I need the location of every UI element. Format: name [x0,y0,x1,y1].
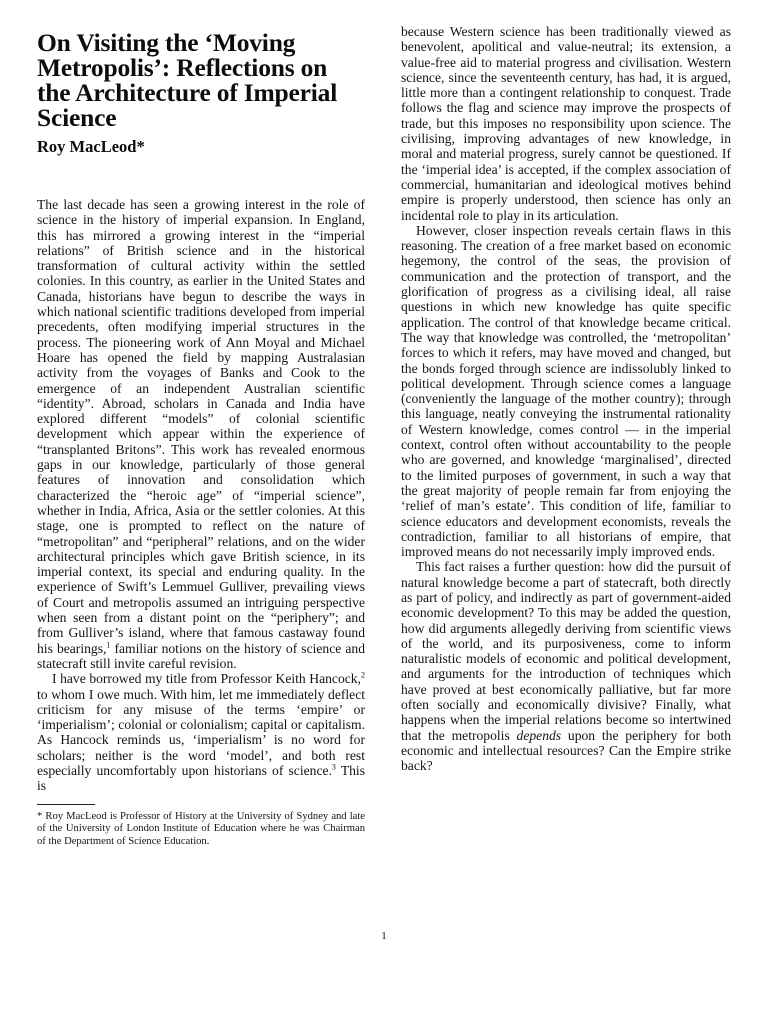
author-footnote: * Roy MacLeod is Professor of History at the University of Sydney and late of the University of London Institute of Education where he was Chairman of the Department of Science Education. [37,810,365,847]
paragraph-hancock-c: This is [37,762,365,794]
page-number: 1 [381,930,387,942]
footnote-divider [37,804,95,805]
paragraph-hancock-b: to whom I owe much. With him, let me immediately deflect criticism for any misuse of the terms ‘empire’ or ‘imperialism’; colonial or colonialism; capital or capitalism. As Hancock reminds us, ‘imperialism’ is no word for scholars; neither is the word ‘model’, and both rest especially uncomfortably upon historians of science. [37,686,365,778]
paragraph-closer-inspection: However, closer inspection reveals certain flaws in this reasoning. The creation of a free market based on economic hegemony, the control of the seas, the provision of communication and the protection of transport, and the glorification of progress as a civilising ideal, all raise questions in which new knowledge has quite specific application. The control of that knowledge became critical. The way that knowledge was controlled, the ‘metropolitan’ forces to which it refers, may have moved and changed, but the bonds forged through science are indissolubly linked to political development. Through science comes a language (conveniently the language of the mother country); through this language, neatly conveying the instrumental rationality of Western knowledge, comes control — in the imperial context, control often without accountability to the people who are governed, and knowledge ‘marginalised’, directed to the limited purposes of government, in such a way that the great majority of people remain far from enjoying the ‘relief of man’s estate’. This condition of life, familiar to science educators and development economists, reveals the contradiction, familiar to all historians of empire, that improved means do not necessarily imply improved ends. [401,222,731,560]
paragraph-intro [37,197,365,671]
paragraph-hancock-a: I have borrowed my title from Professor Keith Hancock, [52,671,361,687]
paragraph-western-science: because Western science has been traditionally viewed as benevolent, apolitical and value-neutral; its extension, a value-free aid to material progress and civilisation. Western science, since the seventeenth century, has had, it is argued, little more than a contingent relationship to conquest. Trade follows the flag and science may improve the prospects of trade, but this imposes no responsibility upon science. The civilising, improving advantages of new knowledge, in moral and material progress, surely cannot be questioned. If the ‘imperial idea’ is accepted, if the complex association of commercial, humanitarian and ideological motives behind empire is properly understood, then science has only an incidental role to play in its articulation. [401,24,731,223]
emphasis-depends: depends [516,727,562,743]
paragraph-further-question-b: upon the periphery for both economic and intellectual resources? Can the Empire strike back? [401,727,731,774]
paragraph-further-question [401,559,731,773]
article-author: Roy MacLeod* [37,137,145,156]
paragraph-further-question-a: This fact raises a further question: how did the pursuit of natural knowledge become a part of statecraft, both directly as part of policy, and indirectly as part of government-aided economic development? To this may be added the question, how did arguments allegedly deriving from scientific views of the world, and its purposiveness, come to inform naturalistic models of economic and political development, and arguments for the introduction of techniques which have proved at best economically palliative, but far more often socially and economically divisive? Finally, what happens when the imperial relations become so intertwined that the metropolis [401,559,731,743]
footnote-ref-1: 1 [106,640,111,650]
footnote-ref-3: 3 [331,762,336,772]
paragraph-hancock [37,671,365,793]
right-column [401,24,731,774]
paragraph-intro-text: The last decade has seen a growing interest in the role of science in the history of imperial expansion. In England, this has mirrored a growing interest in the “imperial relations” of British science and in the historical transformation of cultural activity within the settled colonies. In this country, as earlier in the United States and Canada, historians have begun to describe the ways in which national scientific traditions developed from imperial precedents, often modifying imperial structures in the process. The pioneering work of Ann Moyal and Michael Hoare has opened the field by mapping Australasian activity from the voyages of Banks and Cook to the emergence of an independent Australian scientific “identity”. Abroad, scholars in Canada and India have explored different “models” of colonial scientific development which appear within the experience of “transplanted Britons”. This work has revealed enormous gaps in our knowledge, particularly of those general features of innovation and consolidation which characterized the “heroic age” of “imperial science”, whether in India, Africa, Asia or the settler colonies. At this stage, one is prompted to reflect on the nature of “metropolitan” and “peripheral” relations, and on the wider architectural principles which gave British science, in its imperial context, its special and enduring quality. In the experience of Swift’s Lemmuel Gulliver, prevailing views of Court and metropolis assumed an intriguing perspective when seen from a distant point on the “periphery”; and from Gulliver’s island, where that famous castaway found his bearings, [37,197,365,656]
article-title: On Visiting the ‘Moving Metropolis’: Reflections on the Architecture of Imperial Science [37,28,338,132]
left-column [37,30,365,848]
paragraph-intro-tail: familiar notions on the history of science and statecraft still invite careful revision. [37,640,366,671]
footnote-ref-2: 2 [361,670,365,680]
